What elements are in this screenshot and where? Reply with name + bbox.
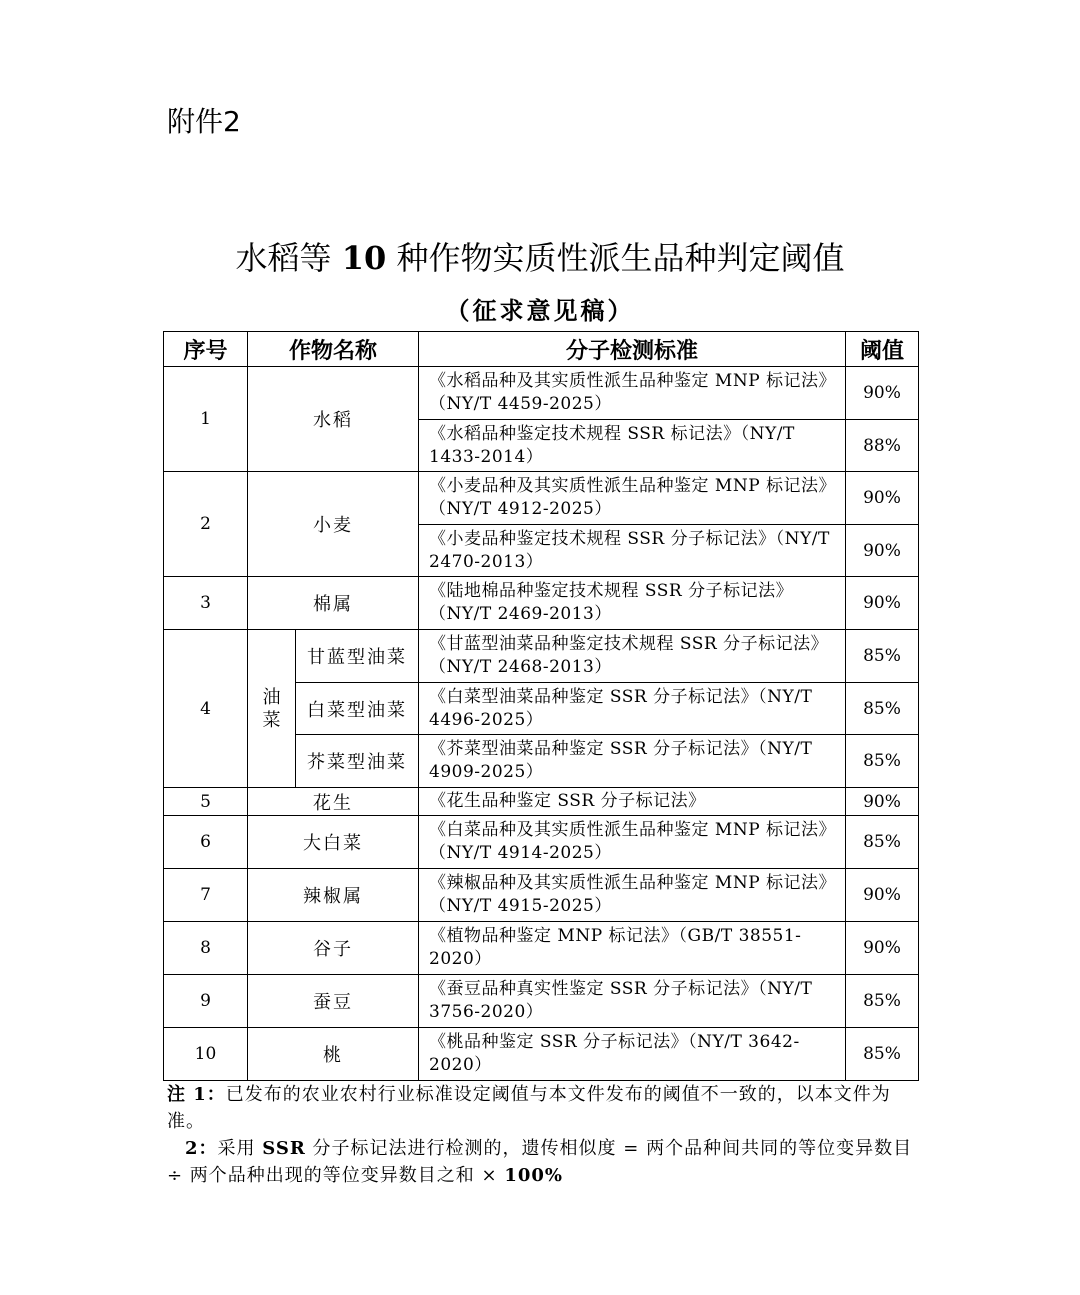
threshold-table [163, 331, 919, 1081]
table-row [164, 367, 919, 420]
note-1-text: 已发布的农业农村行业标准设定阈值与本文件发布的阈值不一致的，以本文件为准。 [167, 1084, 891, 1132]
row-seq: 6 [164, 816, 248, 869]
notes-section [167, 1081, 917, 1189]
title-prefix: 水稻等 [235, 239, 332, 277]
row-seq: 5 [164, 788, 248, 816]
row-seq: 8 [164, 922, 248, 975]
row-threshold: 85% [846, 1028, 919, 1081]
row-crop: 谷子 [248, 922, 419, 975]
row-standard: 《小麦品种鉴定技术规程 SSR 分子标记法》（NY/T 2470-2013） [419, 525, 846, 577]
table-row [164, 922, 919, 975]
table-row [164, 1028, 919, 1081]
row-standard: 《陆地棉品种鉴定技术规程 SSR 分子标记法》（NY/T 2469-2013） [419, 577, 846, 630]
note-1-label: 注 1： [167, 1084, 226, 1105]
table-row [164, 472, 919, 525]
row-threshold: 90% [846, 472, 919, 525]
row-threshold: 85% [846, 816, 919, 869]
row-seq: 2 [164, 472, 248, 577]
table-row [164, 869, 919, 922]
header-crop: 作物名称 [248, 332, 419, 367]
row-standard: 《花生品种鉴定 SSR 分子标记法》 [419, 788, 846, 816]
row-standard: 《小麦品种及其实质性派生品种鉴定 MNP 标记法》（NY/T 4912-2025） [419, 472, 846, 525]
table-row [164, 788, 919, 816]
header-threshold: 阈值 [846, 332, 919, 367]
row-seq: 4 [164, 630, 248, 788]
row-threshold: 85% [846, 683, 919, 735]
row-threshold: 85% [846, 630, 919, 683]
row-threshold: 90% [846, 577, 919, 630]
row-threshold: 90% [846, 525, 919, 577]
row-crop: 棉属 [248, 577, 419, 630]
title-number: 10 [341, 239, 387, 277]
document-subtitle: （征求意见稿） [445, 296, 635, 325]
row-crop: 芥菜型油菜 [296, 735, 419, 788]
row-crop: 水稻 [248, 367, 419, 472]
row-crop: 小麦 [248, 472, 419, 577]
row-seq: 1 [164, 367, 248, 472]
row-standard: 《白菜型油菜品种鉴定 SSR 分子标记法》（NY/T 4496-2025） [419, 683, 846, 735]
attachment-label: 附件2 [167, 105, 241, 138]
row-crop: 甘蓝型油菜 [296, 630, 419, 683]
note-2-label: 2： [185, 1138, 218, 1159]
group-char: 油 [262, 686, 281, 708]
row-crop: 蚕豆 [248, 975, 419, 1028]
row-threshold: 90% [846, 869, 919, 922]
row-seq: 10 [164, 1028, 248, 1081]
row-standard: 《植物品种鉴定 MNP 标记法》（GB/T 38551-2020） [419, 922, 846, 975]
row-threshold: 90% [846, 367, 919, 420]
row-seq: 3 [164, 577, 248, 630]
row-crop: 桃 [248, 1028, 419, 1081]
note-2-percent: 100% [504, 1165, 564, 1186]
row-crop: 花生 [248, 788, 419, 816]
table-row [164, 975, 919, 1028]
row-standard: 《蚕豆品种真实性鉴定 SSR 分子标记法》（NY/T 3756-2020） [419, 975, 846, 1028]
row-standard: 《辣椒品种及其实质性派生品种鉴定 MNP 标记法》（NY/T 4915-2025） [419, 869, 846, 922]
row-crop: 辣椒属 [248, 869, 419, 922]
row-crop: 大白菜 [248, 816, 419, 869]
row-crop: 白菜型油菜 [296, 683, 419, 735]
document-title [0, 236, 1080, 280]
row-standard: 《水稻品种鉴定技术规程 SSR 标记法》（NY/T 1433-2014） [419, 420, 846, 472]
group-char: 菜 [262, 709, 281, 731]
row-standard: 《甘蓝型油菜品种鉴定技术规程 SSR 分子标记法》（NY/T 2468-2013） [419, 630, 846, 683]
row-seq: 7 [164, 869, 248, 922]
row-standard: 《桃品种鉴定 SSR 分子标记法》（NY/T 3642-2020） [419, 1028, 846, 1081]
note-2 [167, 1135, 917, 1189]
row-standard: 《白菜品种及其实质性派生品种鉴定 MNP 标记法》（NY/T 4914-2025） [419, 816, 846, 869]
row-threshold: 85% [846, 975, 919, 1028]
header-standard: 分子检测标准 [419, 332, 846, 367]
row-standard: 《水稻品种及其实质性派生品种鉴定 MNP 标记法》（NY/T 4459-2025） [419, 367, 846, 420]
row-crop-group [248, 630, 296, 788]
title-suffix: 种作物实质性派生品种判定阈值 [396, 239, 845, 277]
row-seq: 9 [164, 975, 248, 1028]
table-row [164, 577, 919, 630]
header-seq: 序号 [164, 332, 248, 367]
table-row [164, 630, 919, 683]
note-2-text-b: 分子标记法进行检测的，遗传相似度 = 两个品种间共同的等位变异数目 ÷ 两个品种出现的等位变异数目之和 × [167, 1138, 913, 1186]
table-row [164, 816, 919, 869]
row-threshold: 85% [846, 735, 919, 788]
row-threshold: 90% [846, 788, 919, 816]
note-1 [167, 1081, 917, 1135]
row-standard: 《芥菜型油菜品种鉴定 SSR 分子标记法》（NY/T 4909-2025） [419, 735, 846, 788]
row-threshold: 88% [846, 420, 919, 472]
table-header-row [164, 332, 919, 367]
note-2-ssr: SSR [262, 1138, 306, 1159]
note-2-text-a: 采用 [217, 1138, 263, 1159]
row-threshold: 90% [846, 922, 919, 975]
